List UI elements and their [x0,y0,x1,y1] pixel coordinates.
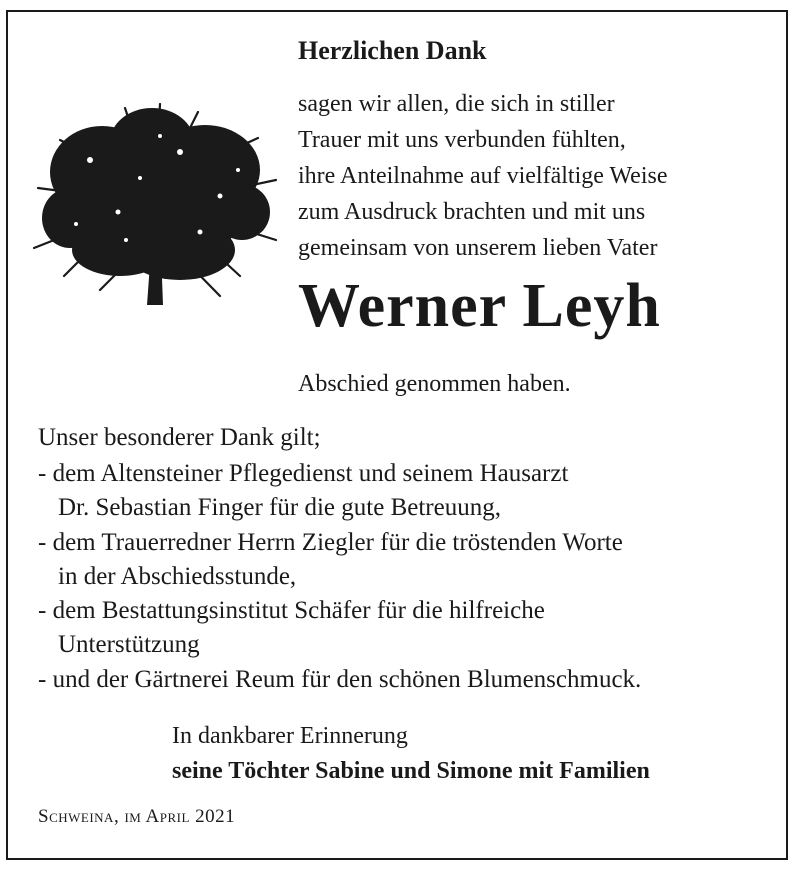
farewell-text: Abschied genommen haben. [298,371,571,397]
thanks-intro: Unser besonderer Dank gilt; [38,424,321,451]
intro-line: gemeinsam von unserem lieben Vater [298,235,658,261]
heading: Herzlichen Dank [298,36,487,65]
closing-family: seine Töchter Sabine und Simone mit Familien [172,758,650,784]
thanks-item: - dem Altensteiner Pflegedienst und seinem Hausarzt [38,460,569,487]
closing-memory: In dankbarer Erinnerung [172,723,408,749]
thanks-list [38,457,641,697]
thanks-item: - und der Gärtnerei Reum für den schönen Blumenschmuck. [38,665,642,693]
intro-line: sagen wir allen, die sich in stiller [298,91,615,117]
thanks-item-continued: Dr. Sebastian Finger für die gute Betreuung, [58,494,501,522]
intro-text [298,86,668,266]
intro-line: zum Ausdruck brachten und mit uns [298,199,646,225]
thanks-item: - dem Bestattungsinstitut Schäfer für die hilfreiche [38,597,545,625]
intro-line: ihre Anteilnahme auf vielfältige Weise [298,163,668,189]
thanks-item-continued: in der Abschiedsstunde, [58,562,297,590]
thanks-item: - dem Trauerredner Herrn Ziegler für die tröstenden Worte [38,528,623,556]
thanks-item-continued: Unterstützung [58,631,200,659]
deceased-name: Werner Leyh [298,272,661,340]
tree-image [30,100,280,315]
intro-line: Trauer mit uns verbunden fühlten, [298,127,626,153]
place-date: Schweina, im April 2021 [38,806,236,827]
